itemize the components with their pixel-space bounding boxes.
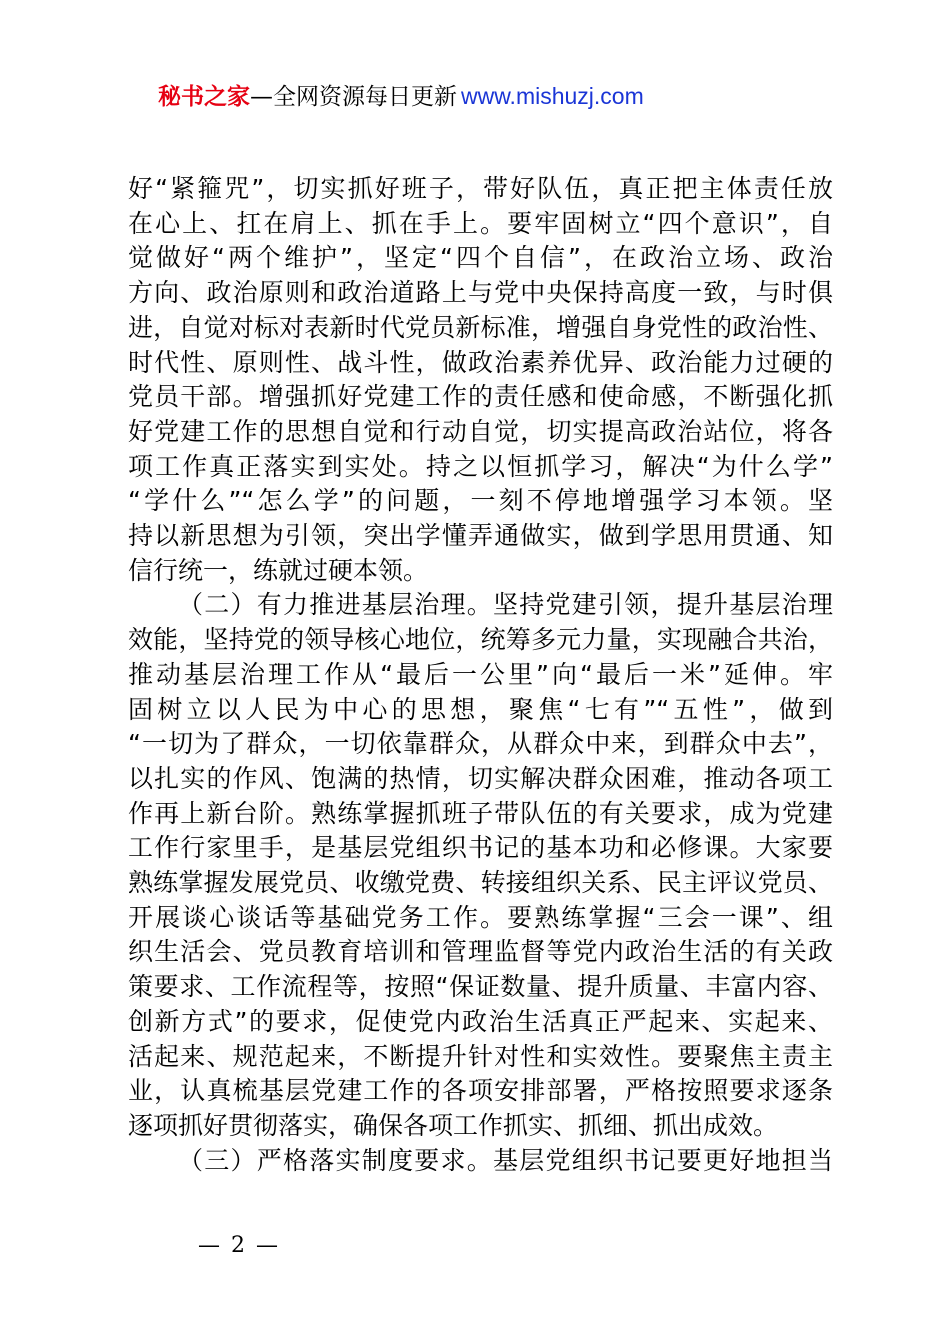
text-line: 时代性、原则性、战斗性，做政治素养优异、政治能力过硬的 <box>128 347 833 377</box>
text-line: 熟练掌握发展党员、收缴党费、转接组织关系、民主评议党员、 <box>128 868 833 898</box>
site-header <box>158 80 644 113</box>
document-body <box>128 172 833 1178</box>
text-line: 项工作真正落实到实处。持之以恒抓学习，解决“为什么学” <box>128 451 833 481</box>
text-line: 在心上、扛在肩上、抓在手上。要牢固树立“四个意识”，自 <box>128 208 833 238</box>
text-line: 创新方式”的要求，促使党内政治生活真正严起来、实起来、 <box>128 1006 833 1036</box>
brand-name: 秘书之家 <box>158 84 250 110</box>
text-line: 持以新思想为引领，突出学懂弄通做实，做到学思用贯通、知 <box>128 521 833 551</box>
text-line: 党员干部。增强抓好党建工作的责任感和使命感，不断强化抓 <box>128 382 833 412</box>
text-line: 活起来、规范起来，不断提升针对性和实效性。要聚焦主责主 <box>128 1041 833 1071</box>
text-line: 织生活会、党员教育培训和管理监督等党内政治生活的有关政 <box>128 937 833 967</box>
text-line: 以扎实的作风、饱满的热情，切实解决群众困难，推动各项工 <box>128 763 833 793</box>
text-line: 推动基层治理工作从“最后一公里”向“最后一米”延伸。牢 <box>128 659 833 689</box>
text-line: 觉做好“两个维护”，坚定“四个自信”，在政治立场、政治 <box>128 243 833 273</box>
text-line: 开展谈心谈话等基础党务工作。要熟练掌握“三会一课”、组 <box>128 902 833 932</box>
text-line: 工作行家里手，是基层党组织书记的基本功和必修课。大家要 <box>128 833 833 863</box>
page-number: — 2 — <box>198 1233 280 1258</box>
text-line: 业，认真梳基层党建工作的各项安排部署，严格按照要求逐条 <box>128 1076 833 1106</box>
text-line: 好“紧箍咒”，切实抓好班子，带好队伍，真正把主体责任放 <box>128 174 833 203</box>
text-line: （三）严格落实制度要求。基层党组织书记要更好地担当 <box>178 1145 833 1175</box>
text-line: “一切为了群众，一切依靠群众，从群众中来，到群众中去”， <box>128 729 833 759</box>
text-line: 好党建工作的思想自觉和行动自觉，切实提高政治站位，将各 <box>128 416 833 446</box>
text-line: 信行统一，练就过硬本领。 <box>128 555 429 585</box>
text-line: 作再上新台阶。熟练掌握抓班子带队伍的有关要求，成为党建 <box>128 798 833 828</box>
text-line: 固树立以人民为中心的思想，聚焦“七有”“五性”，做到 <box>128 694 833 724</box>
text-line: 方向、政治原则和政治道路上与党中央保持高度一致，与时俱 <box>128 278 833 308</box>
text-line: 策要求、工作流程等，按照“保证数量、提升质量、丰富内容、 <box>128 972 833 1002</box>
text-line: 效能，坚持党的领导核心地位，统筹多元力量，实现融合共治， <box>128 625 833 655</box>
header-tagline: —全网资源每日更新 <box>250 84 457 110</box>
header-url-link[interactable]: www.mishuzj.com <box>461 83 644 109</box>
text-line: （二）有力推进基层治理。坚持党建引领，提升基层治理 <box>178 590 833 620</box>
text-line: 进，自觉对标对表新时代党员新标准，增强自身党性的政治性、 <box>128 312 833 342</box>
text-line: “学什么”“怎么学”的问题，一刻不停地增强学习本领。坚 <box>128 486 833 516</box>
text-line: 逐项抓好贯彻落实，确保各项工作抓实、抓细、抓出成效。 <box>128 1110 779 1140</box>
